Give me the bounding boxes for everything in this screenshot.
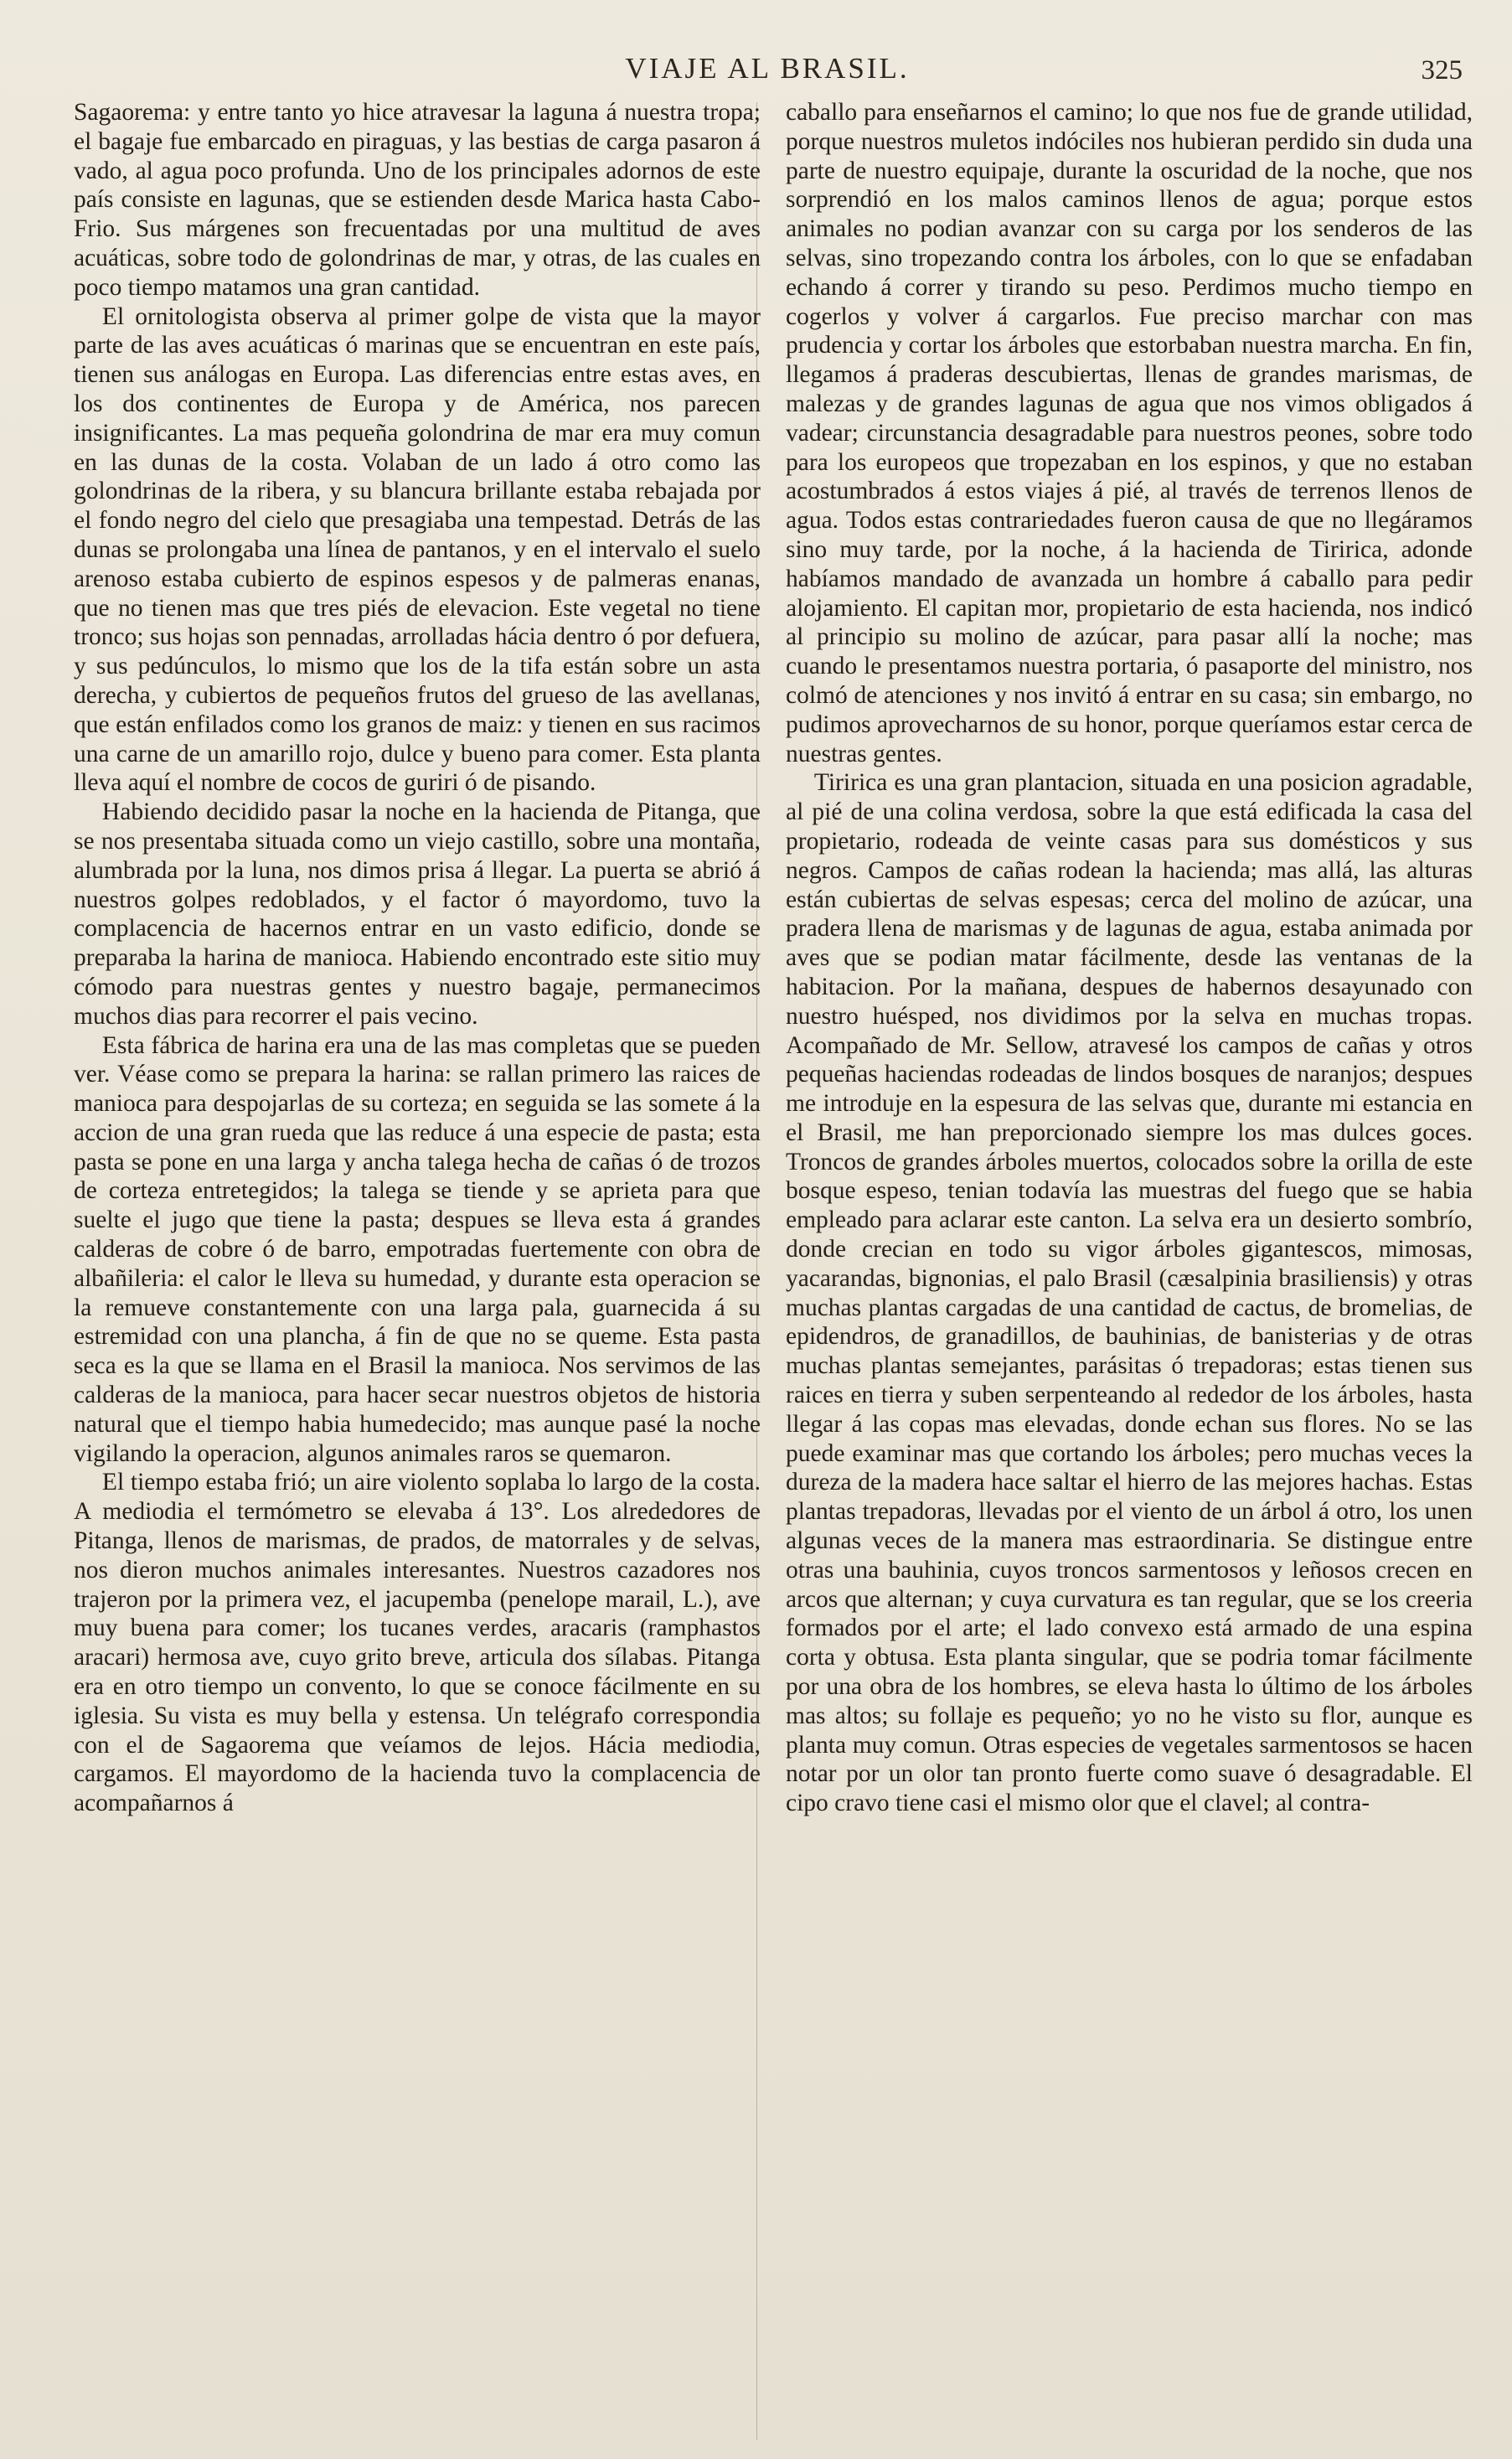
paragraph: El tiempo estaba frió; un aire violento soplaba lo largo de la costa. A mediodia el termómetro se elevaba á 13°. Los alrededores de Pitanga, llenos de marismas, de prados, de matorrales y de selvas, nos dieron muchos animales interesantes. Nuestros cazadores nos trajeron por la primera vez, el jacupemba (penelope marail, L.), ave muy buena para comer; los tucanes verdes, aracaris (ramphastos aracari) hermosa ave, cuyo grito breve, articula dos sílabas. Pitanga era en otro tiempo un convento, lo que se conoce fácilmente en su iglesia. Su vista es muy bella y estensa. Un telégrafo correspondia con el de Sagaorema que veíamos de lejos. Hácia mediodia, cargamos. El mayordomo de la hacienda tuvo la complacencia de acompañarnos á bbox=[74, 1469, 761, 1817]
running-title: VIAJE AL BRASIL. bbox=[625, 52, 910, 85]
page-header bbox=[72, 52, 1463, 102]
paragraph: Tiririca es una gran plantacion, situada en una posicion agradable, al pié de una colina verdosa, sobre la que está edificada la casa del propietario, rodeada de veinte casas para sus domésticos y sus negros. Campos de cañas rodean la hacienda; mas allá, las alturas están cubiertas de selvas espesas; cerca del molino de azúcar, una pradera llena de marismas y de lagunas de agua, estaba animada por aves que se podian matar fácilmente, desde las ventanas de la habitacion. Por la mañana, despues de habernos desayunado con nuestro huésped, nos dividimos por la selva en muchas tropas. Acompañado de Mr. Sellow, atravesé los campos de cañas y otros pequeñas haciendas rodeadas de lindos bosques de naranjos; despues me introduje en la espesura de las selvas que, durante mi estancia en el Brasil, me han preporcionado siempre los mas dulces goces. Troncos de grandes árboles muertos, colocados sobre la orilla de este bosque espeso, tenian todavía las muestras del fuego que se habia empleado para aclarar este canton. La selva era un desierto sombrío, donde crecian en todo su vigor árboles gigantescos, mimosas, yacarandas, bignonias, el palo Brasil (cæsalpinia brasiliensis) y otras muchas plantas cargadas de una cantidad de cactus, de bromelias, de epidendros, de granadillos, de bauhinias, de banisterias y de otras muchas plantas semejantes, parásitas ó trepadoras; estas tienen sus raices en tierra y suben serpenteando al rededor de los árboles, hasta llegar á las copas mas elevadas, donde echan sus flores. No se las puede examinar mas que cortando los árboles; pero muchas veces la dureza de la madera hace saltar el hierro de las mejores hachas. Estas plantas trepadoras, llevadas por el viento de un árbol á otro, los unen algunas veces de la manera mas estraordinaria. Se distingue entre otras una bauhinia, cuyos troncos sarmentosos y leñosos crecen en arcos que alternan; y cuya curvatura es tan regular, que se los creeria formados por el arte; el lado convexo está armado de una espina corta y obtusa. Esta planta singular, que se podria tomar fácilmente por una obra de los hombres, se eleva hasta lo último de los árboles mas altos; su follaje es pequeño; yo no he visto su flor, aunque es planta muy comun. Otras especies de vegetales sarmentosos se hacen notar por un olor tan pronto fuerte como suave ó desagradable. El cipo cravo tiene casi el mismo olor que el clavel; al contra- bbox=[786, 769, 1473, 1817]
paragraph: Esta fábrica de harina era una de las mas completas que se pueden ver. Véase como se prepara la harina: se rallan primero las raices de manioca para despojarlas de su corteza; en seguida se las somete á la accion de una gran rueda que las reduce á una especie de pasta; esta pasta se pone en una larga y ancha talega hecha de cañas ó de trozos de corteza entretegidos; la talega se tiende y se aprieta para que suelte el jugo que tiene la pasta; despues se lleva esta á grandes calderas de cobre ó de barro, empotradas fuertemente con obra de albañileria: el calor le lleva su humedad, y durante esta operacion se la remueve constantemente con una larga pala, guarnecida á su estremidad con una plancha, á fin de que no se queme. Esta pasta seca es la que se llama en el Brasil la manioca. Nos servimos de las calderas de la manioca, para hacer secar nuestros objetos de historia natural que el tiempo habia humedecido; mas aunque pasé la noche vigilando la operacion, algunos animales raros se quemaron. bbox=[74, 1031, 761, 1467]
right-column bbox=[786, 98, 1473, 2444]
page-number: 325 bbox=[1421, 55, 1463, 85]
paragraph: caballo para enseñarnos el camino; lo que nos fue de grande utilidad, porque nuestros muletos indóciles nos hubieran perdido sin duda una parte de nuestro equipaje, durante la oscuridad de la noche, que nos sorprendió en los malos caminos llenos de agua; porque estos animales no podian avanzar con su carga por los senderos de las selvas, sino tropezando contra los árboles, con lo que se enfadaban echando á correr y tirando su peso. Perdimos mucho tiempo en cogerlos y volver á cargarlos. Fue preciso marchar con mas prudencia y cortar los árboles que estorbaban nuestra marcha. En fin, llegamos á praderas descubiertas, llenas de grandes marismas, de malezas y de grandes lagunas de agua que nos vimos obligados á vadear; circunstancia desagradable para nuestros peones, sobre todo para los europeos que tropezaban en los espinos, y que no estaban acostumbrados á estos viajes á pié, al través de terrenos llenos de agua. Todos estas contrariedades fueron causa de que no llegáramos sino muy tarde, por la noche, á la hacienda de Tiririca, adonde habíamos mandado de avanzada un hombre á caballo para pedir alojamiento. El capitan mor, propietario de esta hacienda, nos indicó al principio su molino de azúcar, para pasar allí la noche; mas cuando le presentamos nuestra portaria, ó pasaporte del ministro, nos colmó de atenciones y nos invitó á entrar en su casa; sin embargo, no pudimos aprovecharnos de su honor, porque queríamos estar cerca de nuestras gentes. bbox=[786, 99, 1473, 767]
left-column bbox=[74, 98, 761, 2444]
paragraph: Habiendo decidido pasar la noche en la hacienda de Pitanga, que se nos presentaba situada como un viejo castillo, sobre una montaña, alumbrada por la luna, nos dimos prisa á llegar. La puerta se abrió á nuestros golpes redoblados, y el factor ó mayordomo, tuvo la complacencia de hacernos entrar en un vasto edificio, donde se preparaba la harina de manioca. Habiendo encontrado este sitio muy cómodo para nuestras gentes y nuestro bagaje, permanecimos muchos dias para recorrer el pais vecino. bbox=[74, 798, 761, 1030]
paragraph: Sagaorema: y entre tanto yo hice atravesar la laguna á nuestra tropa; el bagaje fue embarcado en piraguas, y las bestias de carga pasaron á vado, al agua poco profunda. Uno de los principales adornos de este país consiste en lagunas, que se estienden desde Marica hasta Cabo-Frio. Sus márgenes son frecuentadas por una multitud de aves acuáticas, sobre todo de golondrinas de mar, y otras, de las cuales en poco tiempo matamos una gran cantidad. bbox=[74, 99, 761, 301]
paragraph: El ornitologista observa al primer golpe de vista que la mayor parte de las aves acuáticas ó marinas que se encuentran en este país, tienen sus análogas en Europa. Las diferencias entre estas aves, en los dos continentes de Europa y de América, nos parecen insignificantes. La mas pequeña golondrina de mar era muy comun en las dunas de la costa. Volaban de un lado á otro como las golondrinas de la ribera, y su blancura brillante estaba rebajada por el fondo negro del cielo que presagiaba una tempestad. Detrás de las dunas se prolongaba una línea de pantanos, y en el intervalo el suelo arenoso estaba cubierto de espinos espesos y de palmeras enanas, que no tienen mas que tres piés de elevacion. Este vegetal no tiene tronco; sus hojas son pennadas, arrolladas hácia dentro ó por defuera, y sus pedúnculos, lo mismo que los de la tifa están sobre un asta derecha, y cubiertos de pequeños frutos del grueso de las avellanas, que están enfilados como los granos de maiz: y tienen en sus racimos una carne de un amarillo rojo, dulce y bueno para comer. Esta planta lleva aquí el nombre de cocos de guriri ó de pisando. bbox=[74, 302, 761, 797]
